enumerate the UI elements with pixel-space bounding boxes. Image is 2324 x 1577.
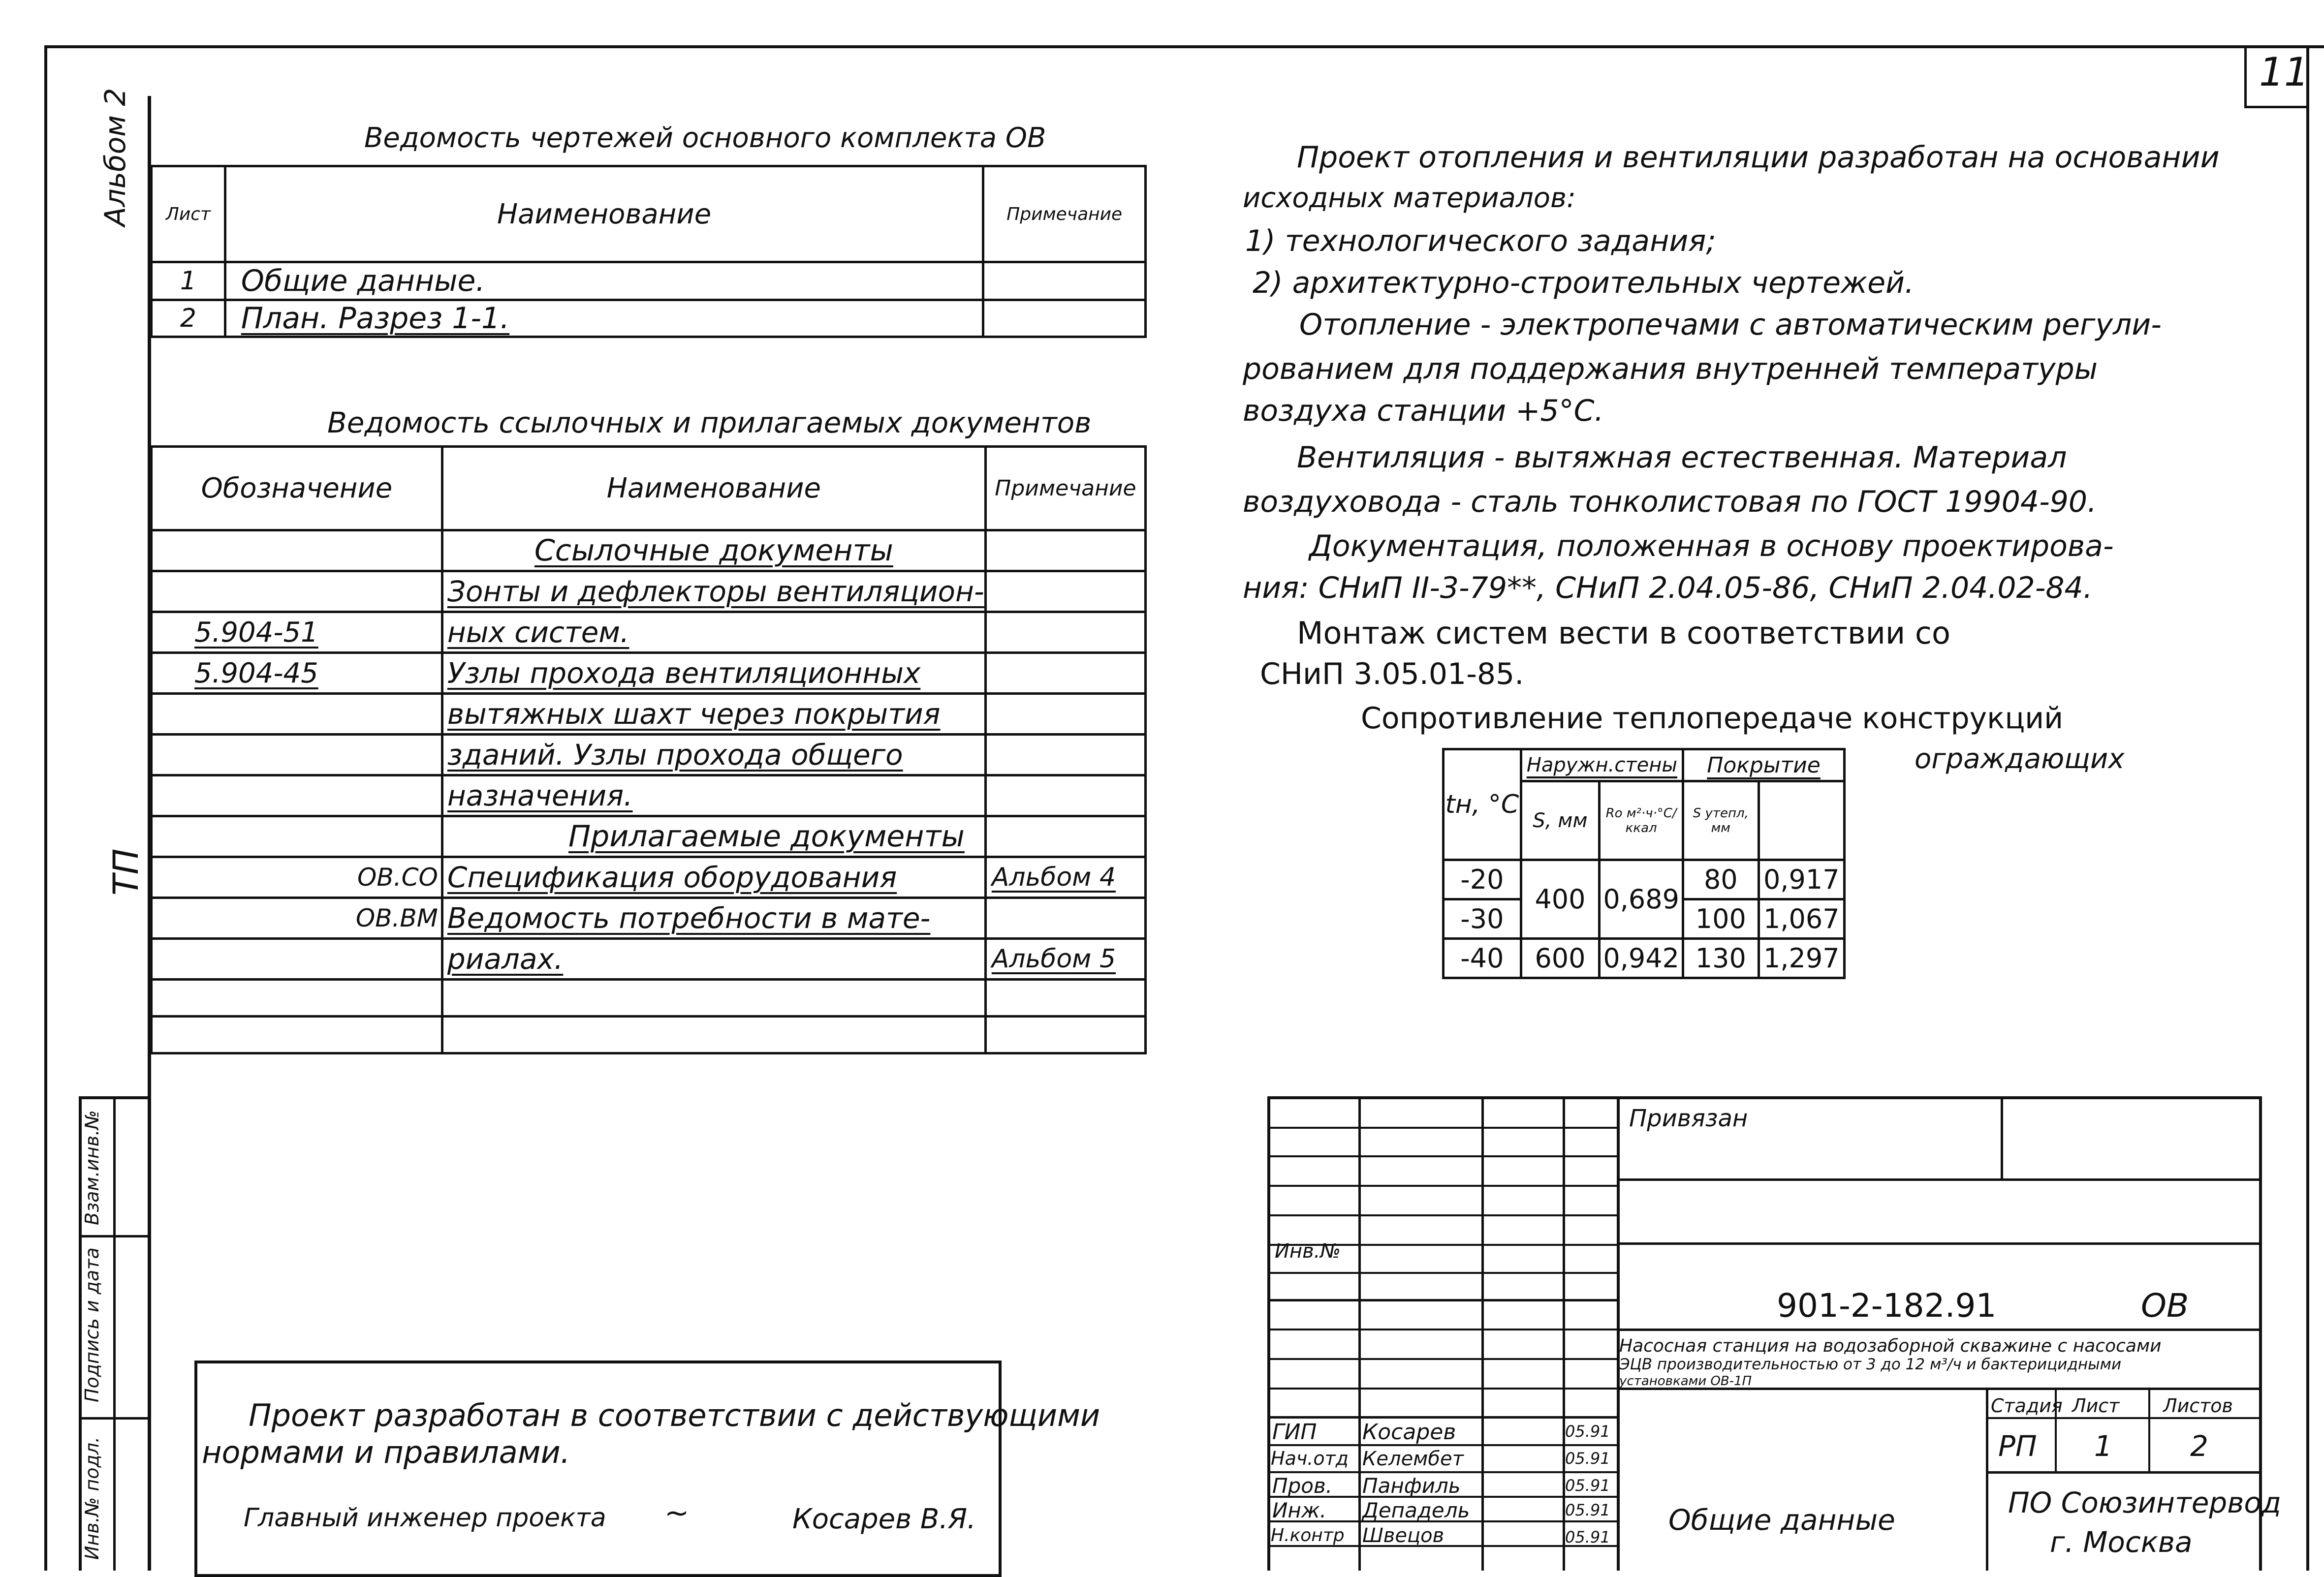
note-line: ния: СНиП II-3-79**, СНиП 2.04.05-86, СНиП 2.04.02-84. [1243,571,2093,605]
note-line: Проект отопления и вентиляции разработан на основании [1297,140,2220,175]
description-line: Насосная станция на водозаборной скважине с насосами [1619,1336,2162,1356]
description-line: установками ОВ-1П [1619,1374,1752,1389]
signer-name: Панфиль [1362,1474,1461,1498]
note-line: исходных материалов: [1243,182,1576,214]
docs-list-table [150,445,1147,1054]
section-reference-docs: Ссылочные документы [442,530,985,571]
note-line: 2) архитектурно-строительных чертежей. [1253,266,1915,300]
sheet-label: Лист [2072,1395,2120,1417]
col-header-wall: Наружн.стены [1521,749,1683,781]
table-row: риалах. Альбом 5 [152,939,1146,980]
table-row: вытяжных шахт через покрытия [152,694,1146,735]
stamp-vzam-inv: Взам.инв.№ [81,1110,103,1225]
table-row: 5.904-51 ных систем. [152,612,1146,653]
col-header-s2: S утепл, мм [1683,781,1759,860]
note-line: СНиП 3.05.01-85. [1260,657,1524,691]
docs-list-title: Ведомость ссылочных и прилагаемых документов [327,406,1092,439]
table-row: 5.904-45 Узлы прохода вентиляционных [152,653,1146,694]
resistance-title-2: ограждающих [1915,743,2125,775]
sheet-value: 1 [2094,1429,2112,1463]
table-row: ОВ.ВМ Ведомость потребности в мате- [152,898,1146,939]
chief-engineer-signature: ~ [664,1496,690,1530]
document-mark: ОВ [2141,1287,2189,1325]
note-line: Документация, положенная в основу проектирова- [1309,529,2114,563]
note-line: воздуха станции +5°С. [1243,394,1604,428]
note-line: воздуховода - сталь тонколистовая по ГОСТ 19904-90. [1243,485,2097,519]
drawings-list-title: Ведомость чертежей основного комплекта ОВ [364,122,1046,154]
conformity-line-2: нормами и правилами. [202,1434,570,1470]
col-header-code: Обозначение [152,447,442,530]
col-header-s: S, мм [1521,781,1599,860]
signer-date: 05.91 [1565,1476,1610,1495]
document-code: 901-2-182.91 [1777,1287,1997,1325]
note-line: рованием для поддержания внутренней температуры [1243,352,2098,386]
col-header-note: Примечание [983,166,1146,262]
col-header-ro: Ro м²·ч·°С/ккал [1600,781,1683,860]
table-row: зданий. Узлы прохода общего [152,735,1146,775]
resistance-table [1442,748,1846,979]
sheets-label: Листов [2163,1395,2233,1417]
chief-engineer-label: Главный инженер проекта [244,1503,606,1533]
col-header-tn: tн, °С [1444,749,1521,860]
table-row: -30 100 1,067 [1444,899,1845,939]
note-line: Вентиляция - вытяжная естественная. Материал [1297,440,2067,475]
signer-role: Пров. [1272,1474,1333,1498]
signer-name: Швецов [1362,1524,1445,1547]
resistance-title: Сопротивление теплопередаче конструкций [1361,701,2064,736]
col-header-roof: Покрытие [1683,749,1845,781]
signer-name: Косарев [1362,1420,1456,1445]
table-row: -20 400 0,689 80 0,917 [1444,860,1845,899]
tp-mark: ТП [106,848,146,896]
table-row: назначения. [152,775,1146,816]
sheet-title: Общие данные [1668,1503,1895,1537]
signer-role: Н.контр [1271,1525,1345,1546]
inv-label: Инв.№ [1275,1240,1341,1263]
signer-date: 05.91 [1565,1528,1610,1546]
note-line: Отопление - электропечами с автоматическим регули- [1299,308,2162,342]
drawings-list-table [150,165,1147,338]
col-header-docnote: Примечание [985,447,1145,530]
signer-role: ГИП [1272,1420,1317,1445]
stage-value: РП [1998,1429,2037,1463]
col-header-name: Наименование [225,166,983,262]
sheet-number: 11 [2259,49,2309,95]
signer-date: 05.91 [1565,1449,1610,1468]
table-row: ОВ.СО Спецификация оборудования Альбом 4 [152,857,1146,898]
description-line: ЭЦВ производительностью от 3 до 12 м³/ч и бактерицидными [1619,1356,2122,1373]
signer-role: Нач.отд [1271,1448,1349,1469]
conformity-line-1: Проект разработан в соответствии с действующими [249,1397,1100,1433]
table-row: 2 План. Разрез 1-1. [152,300,1146,337]
stamp-podpis: Подпись и дата [81,1247,103,1402]
col-header-sheet: Лист [152,166,225,262]
signer-name: Келембет [1362,1448,1464,1470]
privyazan-label: Привязан [1629,1105,1748,1132]
stage-label: Стадия [1991,1395,2063,1417]
sheets-value: 2 [2190,1429,2208,1463]
organization-city: г. Москва [2050,1525,2193,1559]
note-line: Монтаж систем вести в соответствии со [1297,615,1950,651]
stamp-inv-podl: Инв.№ подл. [81,1436,103,1560]
col-header-docname: Наименование [442,447,985,530]
chief-engineer-name: Косарев В.Я. [792,1503,976,1535]
table-row: Зонты и дефлекторы вентиляцион- [152,571,1146,612]
table-row: -40 600 0,942 130 1,297 [1444,939,1845,978]
signer-date: 05.91 [1565,1501,1610,1519]
col-header-ro2 [1759,781,1845,860]
signer-role: Инж. [1272,1498,1327,1522]
table-row: 1 Общие данные. [152,262,1146,300]
note-line: 1) технологического задания; [1245,224,1716,258]
section-attached-docs: Прилагаемые документы [442,816,985,857]
signer-name: Депадель [1362,1498,1470,1522]
signer-date: 05.91 [1565,1422,1610,1441]
album-label: Альбом 2 [98,88,132,226]
organization-name: ПО Союзинтервод [2008,1486,2282,1519]
